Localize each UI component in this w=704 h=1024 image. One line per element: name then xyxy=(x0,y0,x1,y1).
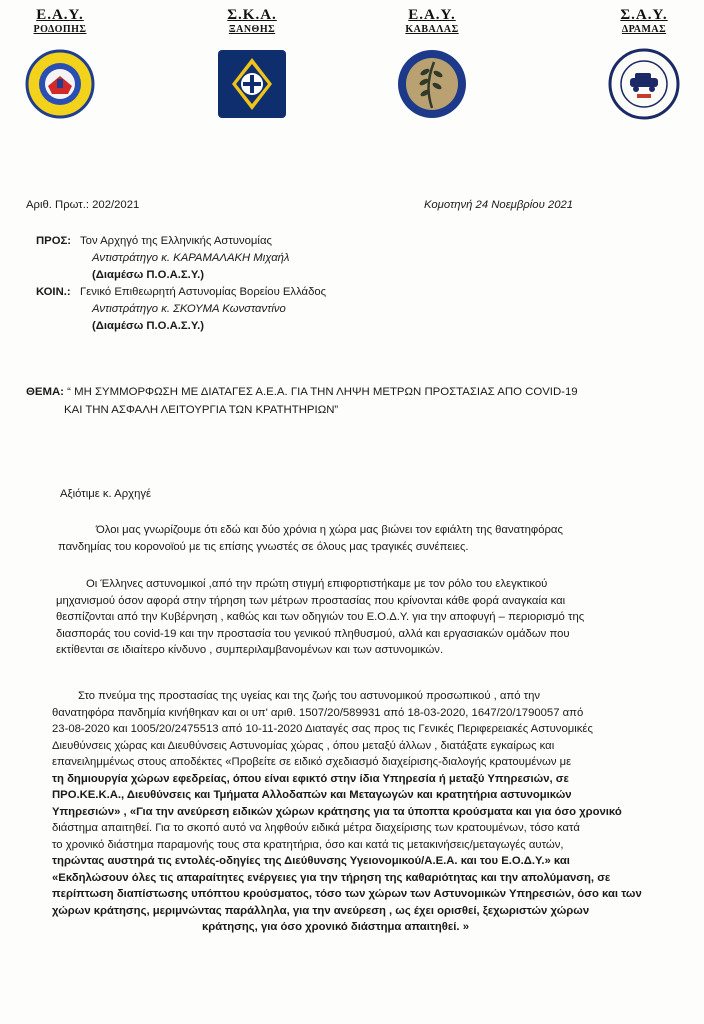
paragraph-1 xyxy=(58,522,656,555)
to-label: ΠΡΟΣ: xyxy=(36,235,72,247)
paragraph-line: Οι Έλληνες αστυνομικοί ,από την πρώτη στιγμή επιφορτιστήκαμε με τον ρόλο του ελεγκτικού xyxy=(86,578,548,590)
paragraph-line: πανδημίας του κορονοϊού με τις επίσης γνωστές σε όλους μας τραγικές συνέπειες. xyxy=(58,540,469,553)
protocol-number: Αριθ. Πρωτ.: 202/2021 xyxy=(26,199,140,211)
paragraph-line: μηχανισμού όσον αφορά στην τήρηση των μέτρων προστασίας που κρίνονται κάθε φορά αναγκαία και xyxy=(56,594,566,607)
union-abbr: Σ.Κ.Α. xyxy=(227,7,277,23)
union-region: ΔΡΑΜΑΣ xyxy=(621,24,667,35)
paragraph-line: διάστημα απαιτηθεί. Για το σκοπό αυτό να ληφθούν ειδικά μέτρα διαχείρισης των κρατουμένων, τόσο κατά xyxy=(52,822,580,834)
paragraph-line: θεσπίζονται από την Κυβέρνηση , καθώς και των οδηγιών του Ε.Ο.Δ.Υ. για την αποφυγή – περιορισμό της xyxy=(56,611,585,623)
paragraph-line: τη δημιουργία χώρων εφεδρείας, όπου είναι εφικτό στην ίδια Υπηρεσία ή μεταξύ Υπηρεσιών, σε xyxy=(52,772,569,785)
subject-text-2: ΚΑΙ ΤΗΝ ΑΣΦΑΛΗ ΛΕΙΤΟΥΡΓΙΑ ΤΩΝ ΚΡΑΤΗΤΗΡΙΩΝ” xyxy=(64,404,339,416)
paragraph-line: εκτίθενται σε ιδιαίτερο κίνδυνο , συμπεριλαμβανομένων και των αστυνομικών. xyxy=(56,644,444,656)
paragraph-line: τηρώντας αυστηρά τις εντολές-οδηγίες της Διεύθυνσης Υγειονομικού/Α.Ε.Α. και του Ε.Ο.Δ.Υ.» και xyxy=(52,855,570,867)
to-line-3: (Διαμέσω Π.Ο.Α.Σ.Υ.) xyxy=(92,269,205,281)
union-region: ΡΟΔΟΠΗΣ xyxy=(33,24,87,35)
paragraph-line: κράτησης, για όσο χρονικό διάστημα απαιτηθεί. » xyxy=(202,921,469,933)
subject-text-1: “ ΜΗ ΣΥΜΜΟΡΦΩΣΗ ΜΕ ΔΙΑΤΑΓΕΣ Α.Ε.Α. ΓΙΑ ΤΗΝ ΛΗΨΗ ΜΕΤΡΩΝ ΠΡΟΣΤΑΣΙΑΣ ΑΠΟ COVID-19 xyxy=(67,386,578,398)
union-header-kavalas xyxy=(372,8,492,122)
union-region: ΚΑΒΑΛΑΣ xyxy=(405,24,459,35)
cc-line-1: Γενικό Επιθεωρητή Αστυνομίας Βορείου Ελλάδος xyxy=(80,286,327,298)
union-abbr: Ε.Α.Υ. xyxy=(36,7,84,23)
union-region: ΞΑΝΘΗΣ xyxy=(228,24,276,35)
union-abbr: Σ.Α.Υ. xyxy=(620,7,668,23)
paragraph-line: το χρονικό διάστημα παραμονής τους στα κρατητήρια, όσο και κατά τις μετακινήσεις/μεταγωγές αυτών, xyxy=(52,838,564,851)
paragraph-line: χώρων κράτησης, μεριμνώντας παράλληλα, για την ανεύρεση , ως έχει ορισθεί, ξεχωριστών χώρων xyxy=(52,904,590,917)
cc-line-3: (Διαμέσω Π.Ο.Α.Σ.Υ.) xyxy=(92,320,205,332)
cc-label: ΚΟΙΝ.: xyxy=(36,286,71,298)
to-line-1: Τον Αρχηγό της Ελληνικής Αστυνομίας xyxy=(80,235,272,247)
paragraph-line: Στο πνεύμα της προστασίας της υγείας και της ζωής του αστυνομικού προσωπικού , από την xyxy=(78,690,541,702)
cc-line-2: Αντιστράτηγο κ. ΣΚΟΥΜΑ Κωνσταντίνο xyxy=(92,303,286,315)
eay-rodopis-logo-icon xyxy=(22,46,98,122)
union-abbr: Ε.Α.Υ. xyxy=(408,7,456,23)
union-header-xanthis xyxy=(192,8,312,122)
paragraph-2 xyxy=(56,576,656,659)
paragraph-line: Διευθύνσεις χώρας και Διευθύνσεις Αστυνομίας χώρας , όπου μεταξύ άλλων , διατάξατε εγκαίρως και xyxy=(52,739,555,752)
union-header-rodopis xyxy=(0,8,120,122)
greeting: Αξιότιμε κ. Αρχηγέ xyxy=(60,488,152,500)
paragraph-line: ΠΡΟ.ΚΕ.Κ.Α., Διευθύνσεις και Τμήματα Αλλοδαπών και Μεταγωγών και κρατητήρια αστυνομικών xyxy=(52,789,572,801)
to-line-2: Αντιστράτηγο κ. ΚΑΡΑΜΑΛΑΚΗ Μιχαήλ xyxy=(92,252,290,264)
paragraph-line: Υπηρεσιών» , «Για την ανεύρεση ειδικών χώρων κράτησης για τα ύποπτα κρούσματα και για όσο χρονικό xyxy=(52,805,622,818)
subject-label: ΘΕΜΑ: xyxy=(26,386,64,398)
paragraph-line: Όλοι μας γνωρίζουμε ότι εδώ και δύο χρόνια η χώρα μας βιώνει τον εφιάλτη της θανατηφόρας xyxy=(96,524,563,536)
paragraph-line: διασποράς του covid-19 και την προστασία του γενικού πληθυσμού, αλλά και εργασιακών ομάδων που xyxy=(56,627,570,640)
place-date: Κομοτηνή 24 Νοεμβρίου 2021 xyxy=(424,199,574,211)
paragraph-line: επανειλημμένως στους αποδέκτες «Προβείτε σε ειδικό σχεδιασμό διαχείρισης-διαλογής κρατουμένων με xyxy=(52,756,572,768)
say-dramas-logo-icon xyxy=(606,46,682,122)
subject-line-1 xyxy=(26,384,578,400)
paragraph-line: «Εκδηλώσουν όλες τις απαραίτητες ενέργειες για την τήρηση της καθαριότητας και την απολύμανση, σε xyxy=(52,871,611,884)
eay-kavalas-logo-icon xyxy=(394,46,470,122)
paragraph-line: θανατηφόρα πανδημία κινήθηκαν και οι υπ' αριθ. 1507/20/589931 από 18-03-2020, 1647/20/1790057 από xyxy=(52,706,584,719)
paragraph-3 xyxy=(52,688,664,936)
ska-xanthis-logo-icon xyxy=(214,46,290,122)
paragraph-line: περίπτωση διαπίστωσης υπόπτου κρούσματος, τόσο των χώρων των Αστυνομικών Υπηρεσιών, όσο και των xyxy=(52,888,642,900)
paragraph-line: 23-08-2020 και 1005/20/2475513 από 10-11-2020 Διαταγές σας προς τις Γενικές Περιφερειακές Αστυνομικές xyxy=(52,723,593,735)
union-header-dramas xyxy=(584,8,704,122)
